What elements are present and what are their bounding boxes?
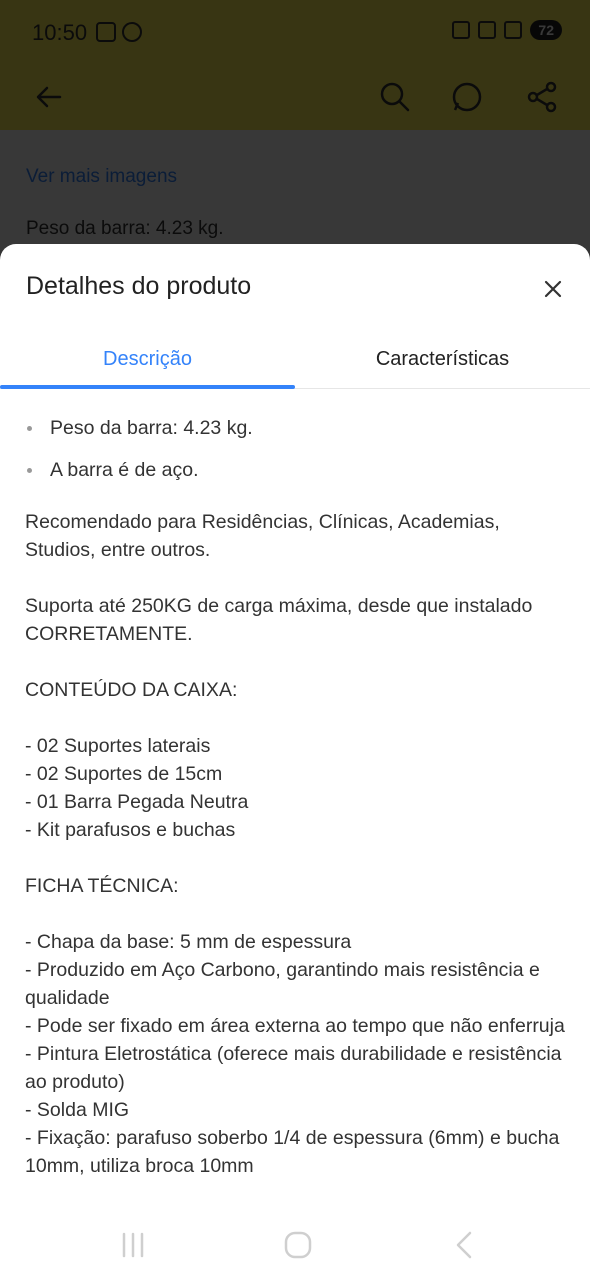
spec-item: - Solda MIG (25, 1099, 130, 1121)
tab-descricao[interactable]: Descrição (103, 347, 192, 370)
list-item: A barra é de aço. (25, 456, 570, 484)
box-content-item: - 02 Suportes laterais (25, 735, 211, 757)
spec-item: - Chapa da base: 5 mm de espessura (25, 931, 352, 953)
system-navigation-bar (0, 1210, 590, 1280)
box-content-item: - Kit parafusos e buchas (25, 819, 236, 841)
close-icon[interactable] (538, 274, 568, 304)
description-line: Recomendado para Residências, Clínicas, Academias, Studios, entre outros. (25, 511, 500, 561)
section-heading: FICHA TÉCNICA: (25, 875, 179, 897)
spec-item: - Fixação: parafuso soberbo 1/4 de espessura (6mm) e bucha 10mm, utiliza broca 10mm (25, 1127, 560, 1177)
product-details-sheet (0, 244, 590, 1280)
sheet-title: Detalhes do produto (26, 272, 252, 300)
active-tab-indicator (0, 385, 295, 389)
home-icon[interactable] (281, 1228, 315, 1262)
spec-item: - Produzido em Aço Carbono, garantindo mais resistência e qualidade (25, 959, 540, 1009)
tab-caracteristicas[interactable]: Características (375, 347, 510, 370)
recent-apps-icon[interactable] (116, 1228, 150, 1262)
box-content-item: - 02 Suportes de 15cm (25, 763, 223, 785)
spec-item: - Pintura Eletrostática (oferece mais durabilidade e resistência ao produto) (25, 1043, 562, 1093)
list-item: Peso da barra: 4.23 kg. (25, 414, 570, 442)
description-line: Suporta até 250KG de carga máxima, desde que instalado CORRETAMENTE. (25, 595, 533, 645)
section-heading: CONTEÚDO DA CAIXA: (25, 679, 238, 701)
description-bullets (25, 414, 570, 484)
description-content (25, 414, 570, 1180)
back-nav-icon[interactable] (448, 1228, 482, 1262)
spec-item: - Pode ser fixado em área externa ao tempo que não enferruja (25, 1015, 565, 1037)
tab-bar (0, 330, 590, 389)
box-content-item: - 01 Barra Pegada Neutra (25, 791, 249, 813)
